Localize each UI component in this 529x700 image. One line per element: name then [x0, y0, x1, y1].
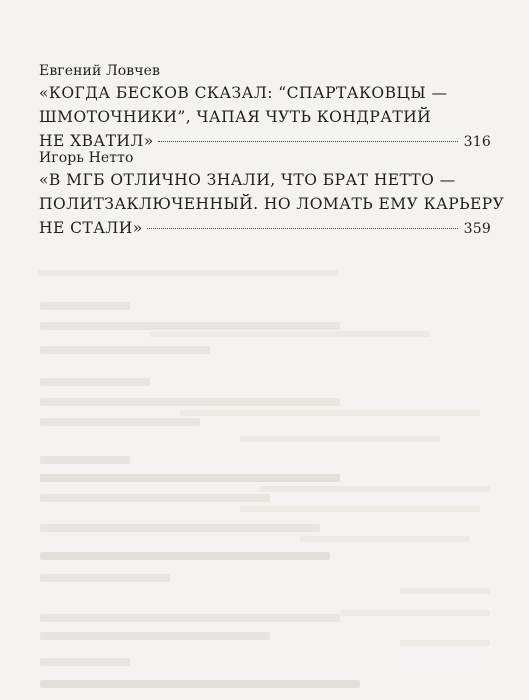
entry-page-number: 316: [463, 134, 491, 150]
toc-entry: [39, 148, 505, 240]
entry-author: Игорь Нетто: [39, 150, 134, 166]
toc-entry: [39, 61, 491, 153]
entry-title-line: «КОГДА БЕСКОВ СКАЗАЛ: “СПАРТАКОВЦЫ —: [39, 84, 448, 102]
dot-leader: [147, 228, 458, 229]
dot-leader: [158, 141, 458, 142]
entry-title-line: ШМОТОЧНИКИ”, ЧАПАЯ ЧУТЬ КОНДРАТИЙ: [39, 108, 432, 126]
entry-title-line: НЕ ХВАТИЛ»: [39, 132, 154, 150]
entry-author: Евгений Ловчев: [39, 63, 160, 79]
entry-title-last-line: [39, 216, 491, 240]
entry-title-line: НЕ СТАЛИ»: [39, 219, 143, 237]
entry-title-line: «В МГБ ОТЛИЧНО ЗНАЛИ, ЧТО БРАТ НЕТТО —: [39, 171, 456, 189]
entry-title-line: ПОЛИТЗАКЛЮЧЕННЫЙ. НО ЛОМАТЬ ЕМУ КАРЬЕРУ: [39, 195, 505, 213]
entry-page-number: 359: [463, 221, 491, 237]
